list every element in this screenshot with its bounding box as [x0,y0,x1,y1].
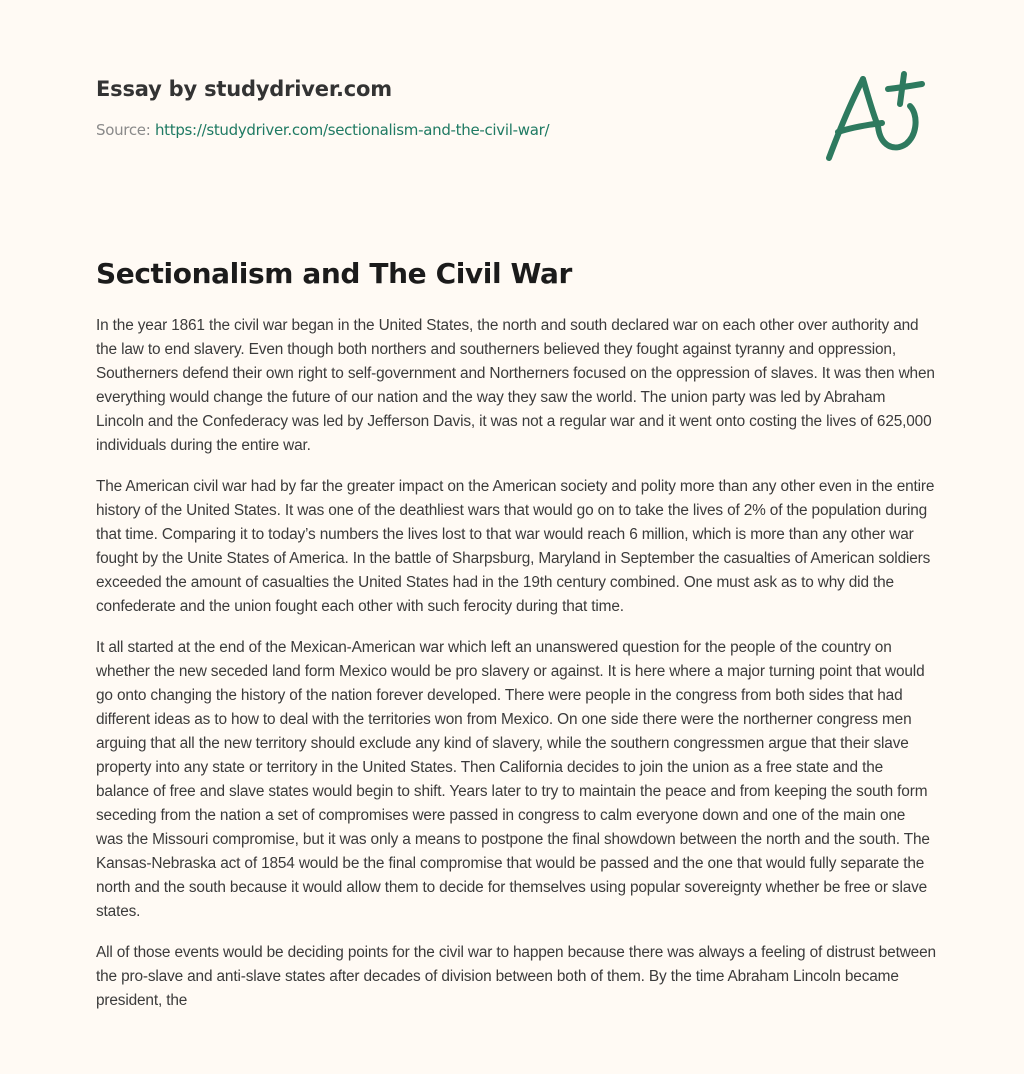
source-line [96,120,796,140]
a-plus-grade-icon [818,66,930,166]
essay-paragraph: All of those events would be deciding points for the civil war to happen because there was always a feeling of distrust between the pro-slave and anti-slave states after decades of division between both of them. By the time Abraham Lincoln became president, the [96,944,936,1009]
source-label: Source: [96,121,155,139]
essay-title: Sectionalism and The Civil War [96,257,572,290]
essay-header [96,74,796,140]
essay-paragraph: It all started at the end of the Mexican-American war which left an unanswered question for the people of the country on whether the new seceded land form Mexico would be pro slavery or against. It is here where a major turning point that would go onto changing the history of the nation forever developed. There were people in the congress from both sides that had different ideas as to how to deal with the territories won from Mexico. On one side there were the northerner congress men arguing that all the new territory should exclude any kind of slavery, while the southern congressmen argue that their slave property into any state or territory in the United States. Then California decides to join the union as a free state and the balance of free and slave states would begin to shift. Years later to try to maintain the peace and from keeping the south form seceding from the nation a set of compromises were passed in congress to calm everyone down and one of the main one was the Missouri compromise, but it was only a means to postpone the final showdown between the north and the south. The Kansas-Nebraska act of 1854 would be the final compromise that would be passed and the one that would fully separate the north and the south because it would allow them to decide for themselves using popular sovereignty whether be free or slave states. [96,639,930,920]
essay-paragraph: The American civil war had by far the greater impact on the American society and polity more than any other even in the entire history of the United States. It was one of the deathliest wars that would go on to take the lives of 2% of the population during that time. Comparing it to today’s numbers the lives lost to that war would reach 6 million, which is more than any other war fought by the Unite States of America. In the battle of Sharpsburg, Maryland in September the casualties of American soldiers exceeded the amount of casualties the United States had in the 19th century combined. One must ask as to why did the confederate and the union fought each other with such ferocity during that time. [96,478,935,615]
essay-paragraph: In the year 1861 the civil war began in the United States, the north and south declared war on each other over authority and the law to end slavery. Even though both northers and southerners believed they fought against tyranny and oppression, Southerners defend their own right to self-government and Northerners focused on the oppression of slaves. It was then when everything would change the future of our nation and the way they saw the world. The union party was led by Abraham Lincoln and the Confederacy was led by Jefferson Davis, it was not a regular war and it went onto costing the lives of 625,000 individuals during the entire war. [96,317,935,454]
brand-title: Essay by studydriver.com [96,77,392,101]
essay-body [96,314,936,1030]
source-link[interactable]: https://studydriver.com/sectionalism-and-the-civil-war/ [154,121,550,139]
